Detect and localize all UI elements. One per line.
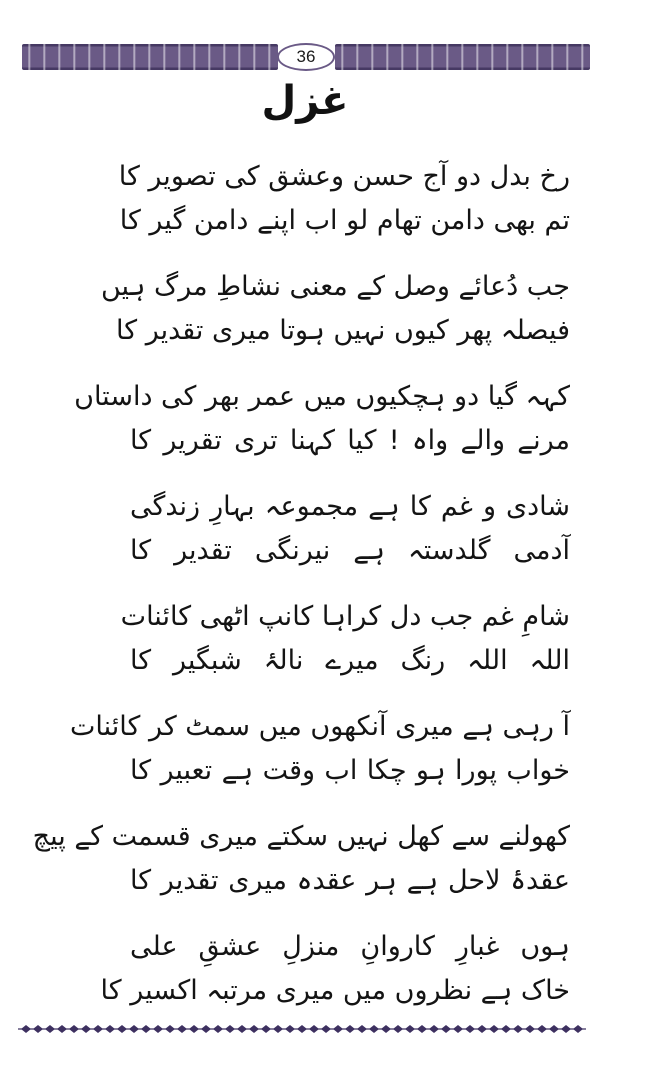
couplet (100, 265, 570, 353)
border-diamond-ornament (273, 1025, 283, 1033)
border-diamond-ornament (369, 1025, 379, 1033)
couplet (32, 815, 570, 903)
border-diamond-ornament (417, 1025, 427, 1033)
poem-body (32, 155, 570, 1035)
border-diamond-ornament (105, 1025, 115, 1033)
border-diamond-ornament (45, 1025, 55, 1033)
verse-line: فیصلہ پھر کیوں نہیں ہوتا میری تقدیر کا (116, 315, 570, 346)
border-diamond-ornament (249, 1025, 259, 1033)
border-diamond-ornament (429, 1025, 439, 1033)
border-diamond-ornament (81, 1025, 91, 1033)
border-diamond-ornament (525, 1025, 535, 1033)
border-diamond-ornament (309, 1025, 319, 1033)
top-ornamental-border-right (335, 44, 590, 70)
verse-line: ہوں غبارِ کاروانِ منزلِ عشقِ علی (130, 931, 570, 962)
verse-line: تم بھی دامن تھام لو اب اپنے دامن گیر کا (119, 205, 570, 236)
couplet (69, 705, 570, 793)
border-diamond-ornament (213, 1025, 223, 1033)
border-diamond-ornament (261, 1025, 271, 1033)
verse-line: خواب پورا ہو چکا اب وقت ہے تعبیر کا (130, 755, 570, 786)
border-diamond-ornament (561, 1025, 571, 1033)
verse-line: اللہ اللہ رنگ میرے نالۂ شبگیر کا (130, 645, 570, 676)
poem-title: غزل (261, 78, 349, 124)
border-diamond-ornament (321, 1025, 331, 1033)
page-number: 36 (296, 47, 316, 66)
couplet (130, 485, 570, 573)
couplet (74, 375, 570, 463)
top-ornamental-border-left (22, 44, 278, 70)
couplet (120, 595, 570, 683)
border-diamond-ornament (225, 1025, 235, 1033)
border-diamond-ornament (393, 1025, 403, 1033)
border-diamond-ornament (573, 1025, 583, 1033)
border-diamond-ornament (405, 1025, 415, 1033)
border-diamond-ornament (237, 1025, 247, 1033)
border-diamond-ornament (297, 1025, 307, 1033)
verse-line: آ رہی ہے میری آنکھوں میں سمٹ کر کائنات (69, 711, 570, 742)
border-diamond-ornament (345, 1025, 355, 1033)
verse-line: شامِ غم جب دل کراہا کانپ اٹھی کائنات (120, 601, 570, 632)
border-diamond-ornament (333, 1025, 343, 1033)
verse-line: خاک ہے نظروں میں میری مرتبہ اکسیر کا (100, 975, 570, 1006)
bottom-ornamental-border (18, 1023, 586, 1035)
verse-line: آدمی گلدستہ ہے نیرنگی تقدیر کا (130, 535, 570, 566)
border-diamond-ornament (117, 1025, 127, 1033)
couplet (100, 925, 570, 1013)
verse-line: مرنے والے واہ ! کیا کہنا تری تقریر کا (130, 425, 570, 456)
verse-line: جب دُعائے وصل کے معنی نشاطِ مرگ ہیں (100, 271, 570, 302)
border-diamond-ornament (93, 1025, 103, 1033)
verse-line: شادی و غم کا ہے مجموعہ بہارِ زندگی (130, 491, 570, 522)
border-diamond-ornament (513, 1025, 523, 1033)
border-diamond-ornament (537, 1025, 547, 1033)
border-diamond-ornament (441, 1025, 451, 1033)
verse-line: رخ بدل دو آج حسن وعشق کی تصویر کا (118, 161, 570, 192)
border-diamond-ornament (189, 1025, 199, 1033)
border-diamond-ornament (33, 1025, 43, 1033)
border-diamond-ornament (201, 1025, 211, 1033)
border-diamond-ornament (141, 1025, 151, 1033)
border-diamond-ornament (549, 1025, 559, 1033)
border-diamond-ornament (129, 1025, 139, 1033)
border-diamond-ornament (477, 1025, 487, 1033)
page-number-badge (277, 43, 335, 71)
border-diamond-ornament (285, 1025, 295, 1033)
border-diamond-ornament (357, 1025, 367, 1033)
border-diamond-ornament (177, 1025, 187, 1033)
border-diamond-ornament (69, 1025, 79, 1033)
border-diamond-ornament (465, 1025, 475, 1033)
border-diamond-ornament (489, 1025, 499, 1033)
border-diamond-ornament (381, 1025, 391, 1033)
border-diamond-ornament (21, 1025, 31, 1033)
verse-line: کھولنے سے کھل نہیں سکتے میری قسمت کے پیچ (32, 821, 570, 852)
verse-line: کہہ گیا دو ہچکیوں میں عمر بھر کی داستاں (74, 381, 570, 412)
border-diamond-ornament (57, 1025, 67, 1033)
border-diamond-ornament (453, 1025, 463, 1033)
verse-line: عقدۂ لاحل ہے ہر عقدہ میری تقدیر کا (130, 865, 570, 896)
couplet (118, 155, 570, 243)
border-diamond-ornament (165, 1025, 175, 1033)
border-diamond-ornament (501, 1025, 511, 1033)
border-diamond-ornament (153, 1025, 163, 1033)
